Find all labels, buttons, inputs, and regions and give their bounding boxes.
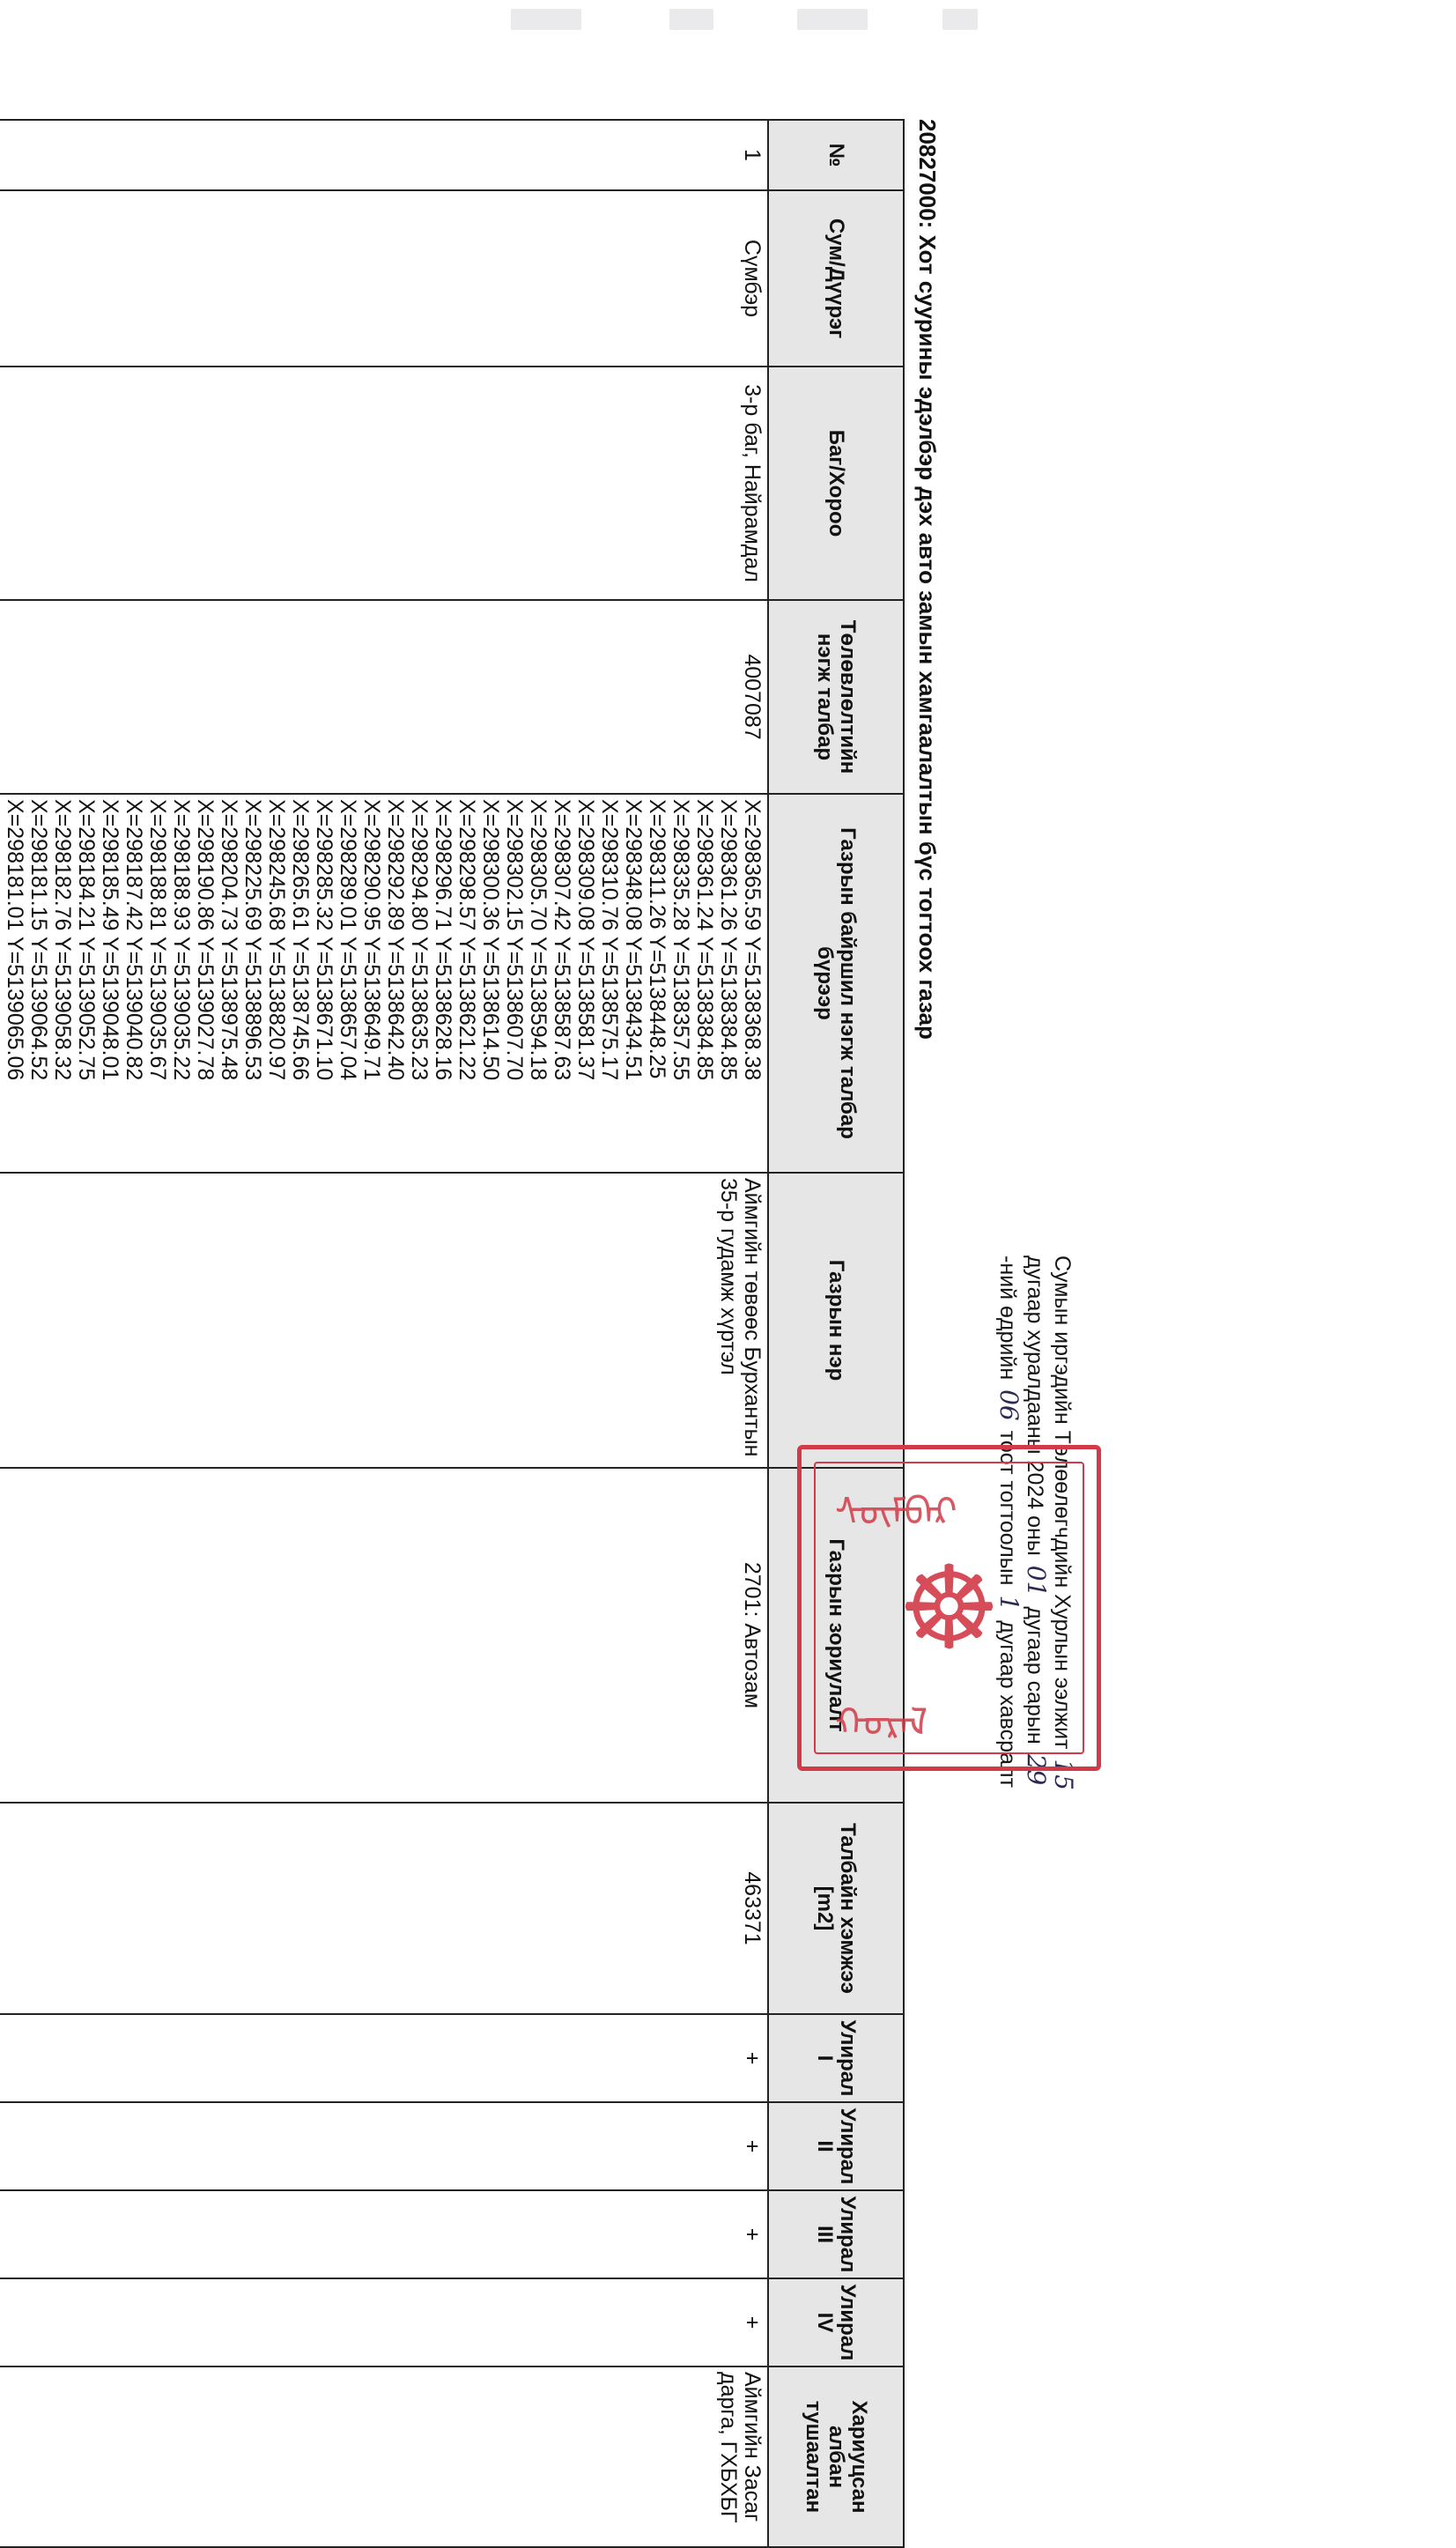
coordinate-line: X=298361.26 Y=5138384.85 bbox=[716, 799, 741, 1081]
resolution-number: 06 bbox=[994, 1389, 1024, 1421]
cell-coords bbox=[0, 794, 768, 1173]
table-header-row bbox=[768, 120, 904, 2547]
cell-purpose: 2701: Автозам bbox=[0, 1468, 768, 1803]
seal-script-bottom: ᠬᠤᠷᠠᠯ bbox=[835, 1700, 928, 1745]
col-header-responsible: Хариуцсан албан тушаалтан bbox=[768, 2367, 904, 2547]
coordinate-line: X=298184.21 Y=5139052.75 bbox=[74, 799, 99, 1081]
approval-line-2b: дугаар сарын bbox=[1023, 1606, 1047, 1744]
coordinate-line: X=298188.81 Y=5139035.67 bbox=[145, 799, 170, 1081]
cell-q1: + bbox=[0, 2014, 768, 2102]
coordinate-list bbox=[3, 799, 764, 1167]
coordinate-line: X=298188.93 Y=5139035.22 bbox=[169, 799, 194, 1081]
cell-bag: 3-р баг, Найрамдал bbox=[0, 367, 768, 600]
col-header-no: № bbox=[768, 120, 904, 190]
coordinate-line: X=298181.01 Y=5139065.06 bbox=[3, 799, 27, 1081]
coordinate-line: X=298285.32 Y=5138671.10 bbox=[312, 799, 336, 1081]
coordinate-line: X=298302.15 Y=5138607.70 bbox=[502, 799, 527, 1081]
coordinate-line: X=298296.71 Y=5138628.16 bbox=[431, 799, 455, 1081]
cell-q2: + bbox=[0, 2102, 768, 2190]
session-number: 15 bbox=[1049, 1759, 1078, 1791]
col-header-area: Талбайн хэмжээ [m2] bbox=[768, 1803, 904, 2014]
cell-responsible: Аймгийн Засаг дарга, ГХБХБГ bbox=[0, 2367, 768, 2547]
cell-q4: + bbox=[0, 2278, 768, 2367]
land-table bbox=[0, 119, 905, 2548]
coordinate-line: X=298292.89 Y=5138642.40 bbox=[383, 799, 408, 1081]
coordinate-line: X=298182.76 Y=5139058.32 bbox=[50, 799, 75, 1081]
document-title: 20827000: Хот суурины эдэлбэр дэх авто замын хамгаалалтын бүс тогтоох газар bbox=[914, 119, 941, 1040]
cell-area: 463371 bbox=[0, 1803, 768, 2014]
seal-script-top: ᠰᠦᠮᠪᠡᠷ bbox=[835, 1490, 957, 1535]
col-header-q3: Улирал III bbox=[768, 2190, 904, 2278]
col-header-purpose: Газрын зориулалт bbox=[768, 1468, 904, 1803]
coordinate-line: X=298185.49 Y=5139048.01 bbox=[98, 799, 122, 1081]
coordinate-line: X=298348.08 Y=5138434.51 bbox=[621, 799, 646, 1081]
coordinate-line: X=298307.42 Y=5138587.63 bbox=[550, 799, 574, 1081]
col-header-name: Газрын нэр bbox=[768, 1173, 904, 1468]
cell-q3: + bbox=[0, 2190, 768, 2278]
approval-line-1: Сумын иргэдийн Төлөөлөгчдийн Хурлын ээлжит bbox=[1050, 1255, 1075, 1750]
scan-mark bbox=[511, 9, 581, 30]
appendix-number: 1 bbox=[994, 1595, 1024, 1611]
coordinate-line: X=298365.59 Y=5138368.38 bbox=[740, 799, 765, 1081]
col-header-q2: Улирал II bbox=[768, 2102, 904, 2190]
coordinate-line: X=298187.42 Y=5139040.82 bbox=[122, 799, 146, 1081]
official-seal-stamp bbox=[797, 1445, 1101, 1771]
col-header-bag: Баг/Хороо bbox=[768, 367, 904, 600]
coordinate-line: X=298290.95 Y=5138649.71 bbox=[359, 799, 384, 1081]
scan-mark bbox=[942, 9, 978, 30]
coordinate-line: X=298310.76 Y=5138575.17 bbox=[597, 799, 622, 1081]
coordinate-line: X=298309.08 Y=5138581.37 bbox=[573, 799, 598, 1081]
day-number: 29 bbox=[1022, 1753, 1051, 1786]
coordinate-line: X=298265.61 Y=5138745.66 bbox=[288, 799, 313, 1081]
month-number: 01 bbox=[1022, 1565, 1051, 1597]
coordinate-line: X=298300.36 Y=5138614.50 bbox=[478, 799, 503, 1081]
coordinate-line: X=298181.15 Y=5139064.52 bbox=[26, 799, 51, 1081]
col-header-coords: Газрын байршил нэгж талбар бүрээр bbox=[768, 794, 904, 1173]
approval-line-3b: тоот тогтоолын bbox=[995, 1430, 1020, 1586]
coordinate-line: X=298289.01 Y=5138657.04 bbox=[336, 799, 360, 1081]
cell-unit: 4007087 bbox=[0, 600, 768, 794]
coordinate-line: X=298225.69 Y=5138896.53 bbox=[240, 799, 265, 1081]
coordinate-line: X=298245.68 Y=5138820.97 bbox=[264, 799, 289, 1081]
approval-line-3: -ний өдрийн bbox=[995, 1255, 1020, 1381]
approval-line-3c: дугаар хавсралт bbox=[995, 1620, 1020, 1789]
coordinate-line: X=298294.80 Y=5138635.23 bbox=[407, 799, 432, 1081]
soyombo-emblem-icon: ☸ bbox=[898, 1544, 1001, 1672]
cell-name: Аймгийн төвөөс Бурхантын 35-р гудамж хүртэл bbox=[0, 1173, 768, 1468]
coordinate-line: X=298335.28 Y=5138357.55 bbox=[669, 799, 693, 1081]
scan-mark bbox=[669, 9, 713, 30]
coordinate-line: X=298305.70 Y=5138594.18 bbox=[526, 799, 551, 1081]
approval-line-2: дугаар хуралдааны 2024 оны bbox=[1023, 1255, 1047, 1556]
coordinate-line: X=298311.26 Y=5138448.25 bbox=[645, 799, 669, 1079]
col-header-q4: Улирал IV bbox=[768, 2278, 904, 2367]
col-header-unit: Төлөвлөлтийн нэгж талбар bbox=[768, 600, 904, 794]
cell-sum: Сүмбэр bbox=[0, 190, 768, 367]
cell-no: 1 bbox=[0, 120, 768, 190]
coordinate-line: X=298361.24 Y=5138384.85 bbox=[692, 799, 717, 1081]
coordinate-line: X=298190.86 Y=5139027.78 bbox=[193, 799, 218, 1081]
table-row bbox=[0, 120, 768, 2547]
coordinate-line: X=298204.73 Y=5138975.48 bbox=[217, 799, 241, 1081]
col-header-q1: Улирал I bbox=[768, 2014, 904, 2102]
coordinate-line: X=298298.57 Y=5138621.22 bbox=[455, 799, 479, 1081]
scan-mark bbox=[797, 9, 868, 30]
col-header-sum: Сум/Дүүрэг bbox=[768, 190, 904, 367]
